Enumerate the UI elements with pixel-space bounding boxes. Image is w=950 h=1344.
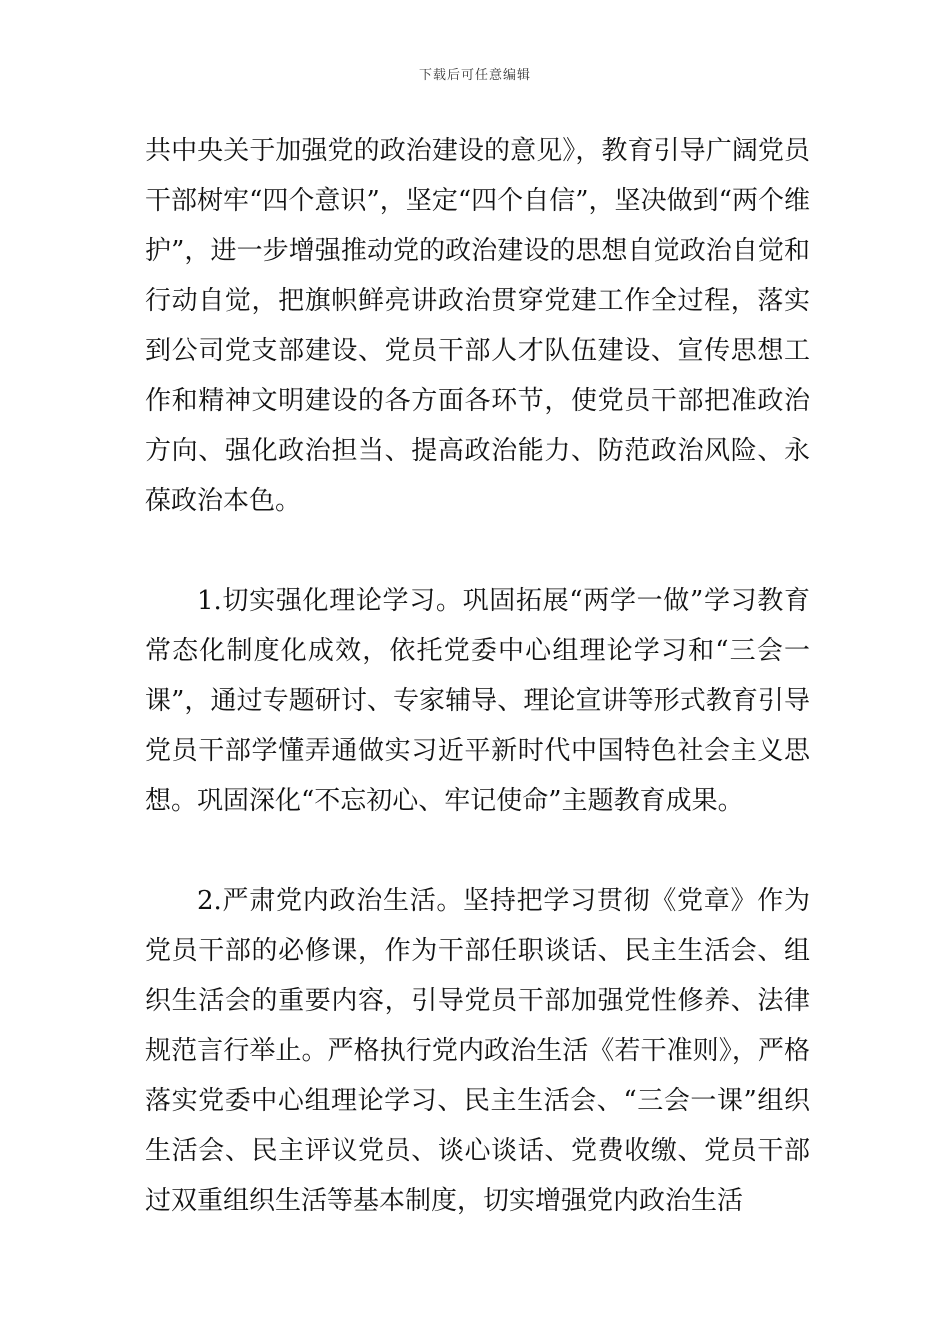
paragraph-gap — [145, 526, 810, 576]
page-header-note: 下载后可任意编辑 — [418, 68, 531, 83]
paragraph-political-life: 2.严肃党内政治生活。坚持把学习贯彻《党章》作为党员干部的必修课，作为干部任职谈话、民主生活会、组织生活会的重要内容，引导党员干部加强党性修养、法律规范言行举止。严格执行党内政治生活《若干准则》，严格落实党委中心组理论学习、民主生活会、“三会一课”组织生活会、民主评议党员、谈心谈话、党费收缴、党员干部过双重组织生活等基本制度，切实增强党内政治生活 — [145, 886, 810, 1216]
document-body — [145, 126, 810, 1226]
paragraph-gap — [145, 826, 810, 876]
paragraph-theory-study: 1.切实强化理论学习。巩固拓展“两学一做”学习教育常态化制度化成效，依托党委中心组理论学习和“三会一课”，通过专题研讨、专家辅导、理论宣讲等形式教育引导党员干部学懂弄通做实习近平新时代中国特色社会主义思想。巩固深化“不忘初心、牢记使命”主题教育成果。 — [145, 586, 810, 816]
paragraph-intro: 共中央关于加强党的政治建设的意见》，教育引导广阔党员干部树牢“四个意识”，坚定“四个自信”，坚决做到“两个维护”，进一步增强推动党的政治建设的思想自觉政治自觉和行动自觉，把旗帜鲜亮讲政治贯穿党建工作全过程，落实到公司党支部建设、党员干部人才队伍建设、宣传思想工作和精神文明建设的各方面各环节，使党员干部把准政治方向、强化政治担当、提高政治能力、防范政治风险、永葆政治本色。 — [145, 136, 810, 516]
